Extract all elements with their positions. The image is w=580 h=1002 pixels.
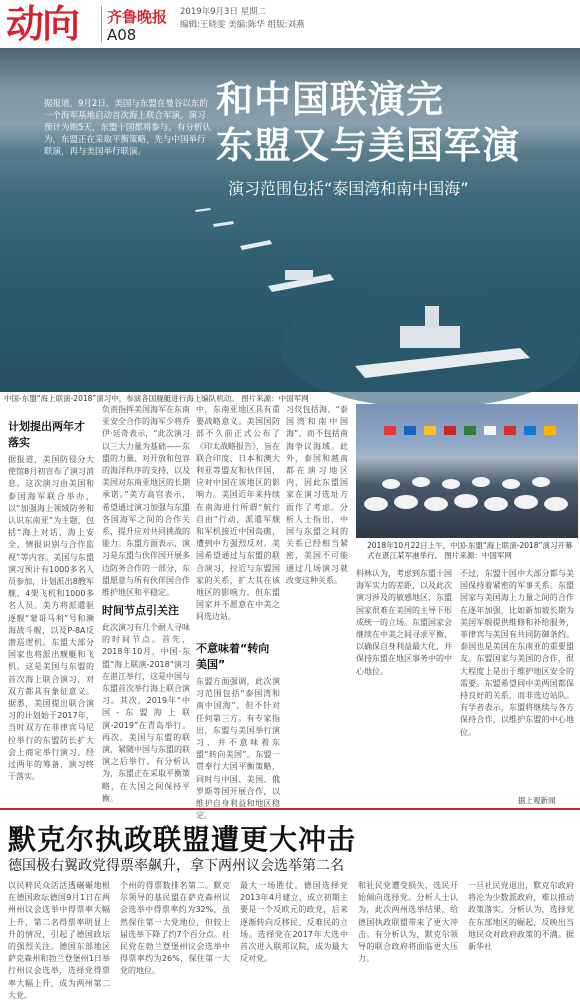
article1-col5-text: 不过，东盟十国中大部分都与美国保持着紧密的军事关系。东盟国家与美国海上力量之间的合作在逐年加强，比如新加坡长期为美国军舰提供维修和补给服务，菲律宾与美国有共同防御条约。泰国也是美国在东南亚的重要盟友。东盟国家与美国的合作，很大程度上是出于维护地区安全的需要。东盟希望同中美两国都保持良好的关系，而非选边站队。有学者表示，东盟将继续与各方保持合作，以维护东盟的中心地位。 (460, 569, 574, 737)
article1-col2 (102, 404, 190, 803)
article1-credit: 据上观新闻 (518, 796, 556, 805)
article1-subhead-2: 时间节点引关注 (102, 604, 179, 617)
article2-headline: 默克尔执政联盟遭更大冲击 (8, 823, 357, 856)
sailors-illustration (356, 404, 578, 538)
section-title: 动向 (6, 2, 79, 46)
article2-subhead: 德国极右翼政党得票率飙升，拿下两州议会选举第二名 (8, 858, 344, 874)
newspaper-name: 齐鲁晚报 (107, 8, 168, 26)
article1-col4b-text: 科林认为，考虑到东盟十国海军实力的差距，以及此次演习涉及的敏感地区，东盟国家很难在美国的主导下形成统一的立场。东盟国家会继续在中美之间寻求平衡，以确保自身利益最大化，并保持东盟在地区事务中的中心地位。 (356, 569, 452, 676)
page-header (0, 0, 580, 48)
ceremony-photo-caption: 2018年10月22日上午，中国-东盟“海上联演-2018”演习开幕式在湛江某军港举行。 图片来源：中国军网 (367, 541, 573, 560)
feature-lead: 据报道，9月2日，美国与东盟在曼谷以东的一个海军基地启动首次海上联合军演。演习预计为期5天，东盟十国都将参与。有分析认为，东盟正在采取平衡策略，先与中国举行联演，再与美国举行联演。 (44, 99, 211, 157)
article2-col5-text: 一旦社民党退出，默克尔政府将沦为少数派政府，难以推动政策落实。分析认为，选择党在东部地区的崛起，反映出当地民众对政府政策的不满。据新华社 (468, 881, 574, 952)
article1-subhead-3: 不意味着“转向美国” (196, 642, 270, 671)
article1-subhead-1: 计划提出两年才落实 (8, 420, 85, 449)
article2-col2-text: 个州的得票数排名第二。默克尔领导的基民盟在萨克森州议会选举中得票率约为32%，虽然保住第一大党地位，但较上届选举下降了约7个百分点。社民党在勃兰登堡州议会选举中得票率约为26%，保住第一大党的地位。 (120, 881, 230, 976)
feature-subhead: 演习范围包括“泰国湾和南中国海” (228, 179, 469, 198)
article1-col3-text: 中，东南亚地区具有重要战略意义。美国国防部不久前正式公布了《印太战略报告》，旨在联合印度、日本和澳大利亚等盟友和伙伴国，应对中国在该地区的影响力。美国近年来持续在南海进行所谓“航行自由”行动，派遣军舰和军机接近中国岛礁，遭到中方强烈反对。美国希望通过与东盟的联合演习，拉近与东盟国家的关系，扩大其在该地区的影响力。但东盟国家并不愿意在中美之间选边站。 (196, 405, 280, 622)
article1-col5 (460, 568, 574, 790)
article1-col3b-text: 东盟方面强调，此次演习范围包括“泰国湾和南中国海”，但不针对任何第三方。有专家指出，东盟与美国举行演习，并不意味着东盟“转向美国”。东盟一贯奉行大国平衡策略，同时与中国、美国、俄罗斯等国开展合作，以维护自身利益和地区稳定。 (196, 677, 280, 821)
article2-col4-text: 和社民党遭受损失，选民开始倾向选择党。分析人士认为，此次两州选举结果，给德国执政联盟带来了更大冲击。有分析认为，默克尔领导的联合政府将面临更大压力。 (358, 881, 458, 964)
article1-col4 (286, 404, 348, 585)
article2-col2 (120, 880, 230, 992)
article1-col2b-text: 此次演习有几个耐人寻味的时间节点。首先，2018年10月，中国-东盟“海上联演-2018”演习在湛江举行，这是中国与东盟首次举行海上联合演习。其次，2019年“中国-东盟海上联演-2019”在青岛举行。再次，美国与东盟的联演，紧随中国与东盟的联演之后举行。有分析认为，东盟正在采取平衡策略，在大国之间保持平衡。 (102, 623, 190, 803)
page-number: A08 (107, 26, 137, 44)
hero-photo (0, 48, 580, 392)
ceremony-photo (356, 404, 578, 538)
article1-col1 (8, 418, 94, 824)
editors-line: 编辑:王晓雯 美编:陈华 组版:刘燕 (180, 20, 305, 30)
article2-col4 (358, 880, 458, 992)
header-divider (101, 6, 102, 42)
article2-col1 (8, 880, 110, 1000)
article2-col3-text: 最大一场胜仗。德国选择党2013年4月建立，成立初期主要是一个反欧元的政党，后来逐渐转向反移民、反难民的立场。选择党在2017年大选中首次进入联邦议院，成为最大反对党。 (240, 881, 348, 964)
article1-col4b (356, 568, 452, 790)
section-divider (0, 808, 580, 810)
date-line: 2019年9月3日 星期二 (180, 7, 267, 17)
feature-headline-1: 和中国联演完 (216, 78, 444, 121)
feature-headline-2: 东盟又与美国军演 (216, 124, 520, 167)
article2-col1-text: 以民粹民众活活透碾碾地根在德国政坛德国9月1日在两州州议会选举中得票率大幅上升，第二名得票率明显上升的情况，引起了德国政坛的强烈关注。德国东部地区萨克森州和勃兰登堡州1日举行州议会选举，选择党得票率大幅上升，成为两州第二大党。 (8, 881, 110, 1000)
article1-col2-text: 负责指挥美国海军在东南亚安全合作的海军少将乔伊·廷奇表示，“此次演习以三大力量为基础——东盟的力量、对开放和包容的海洋秩序的支持，以及美国对东南亚地区的长期承诺。”美方高官表示，希望通过演习加强与东盟各国海军之间的合作关系，提升应对共同挑战的能力。东盟方面表示，演习是东盟与伙伴国开展多边防务合作的一部分，东盟愿意与所有伙伴国合作维护地区和平稳定。 (102, 405, 190, 598)
article2-col5 (468, 880, 574, 992)
article1-col4-text: 习仅包括海、“泰国湾和南中国海”，而不包括南海争议海域。此外，泰国和越南都在演习地区内，因此东盟国家在演习选址方面作了考虑。分析人士指出，中国与东盟之间的关系已经相当紧密，美国不可能通过几场演习就改变这种关系。 (286, 405, 348, 585)
article2-col3 (240, 880, 348, 992)
hero-photo-caption: 中国-东盟“海上联演-2018”演习中，参演各国舰艇进行海上编队机动。 图片来源：中国军网 (4, 394, 309, 403)
article1-col1-text: 据报道，美国防侵分大使馆8月初宣布了演习消息。这次演习由美国和泰国海军联合举办，以“加强海上领域防务和认识东南亚”为主题，包括“海上对话、海上安全、情报识别与合作监视”等内容。美国与东盟演习预计有1000多名人员参加，计划派出8艘军舰、4架飞机和1000多名人员。美方将派遣驱逐舰“蒙哥马利”号和濒海战斗舰，以及P-8A反潜巡逻机。东盟大部分国家也将派出舰艇和飞机。这是美国与东盟的首次海上联合演习，对双方都具有象征意义。据悉，美国提出联合演习的计划始于2017年，当时双方在菲律宾马尼拉举行的东盟防长扩大会上商定举行演习。经过两年的筹备，演习终于落实。 (8, 455, 94, 782)
article1-col3 (196, 404, 280, 821)
